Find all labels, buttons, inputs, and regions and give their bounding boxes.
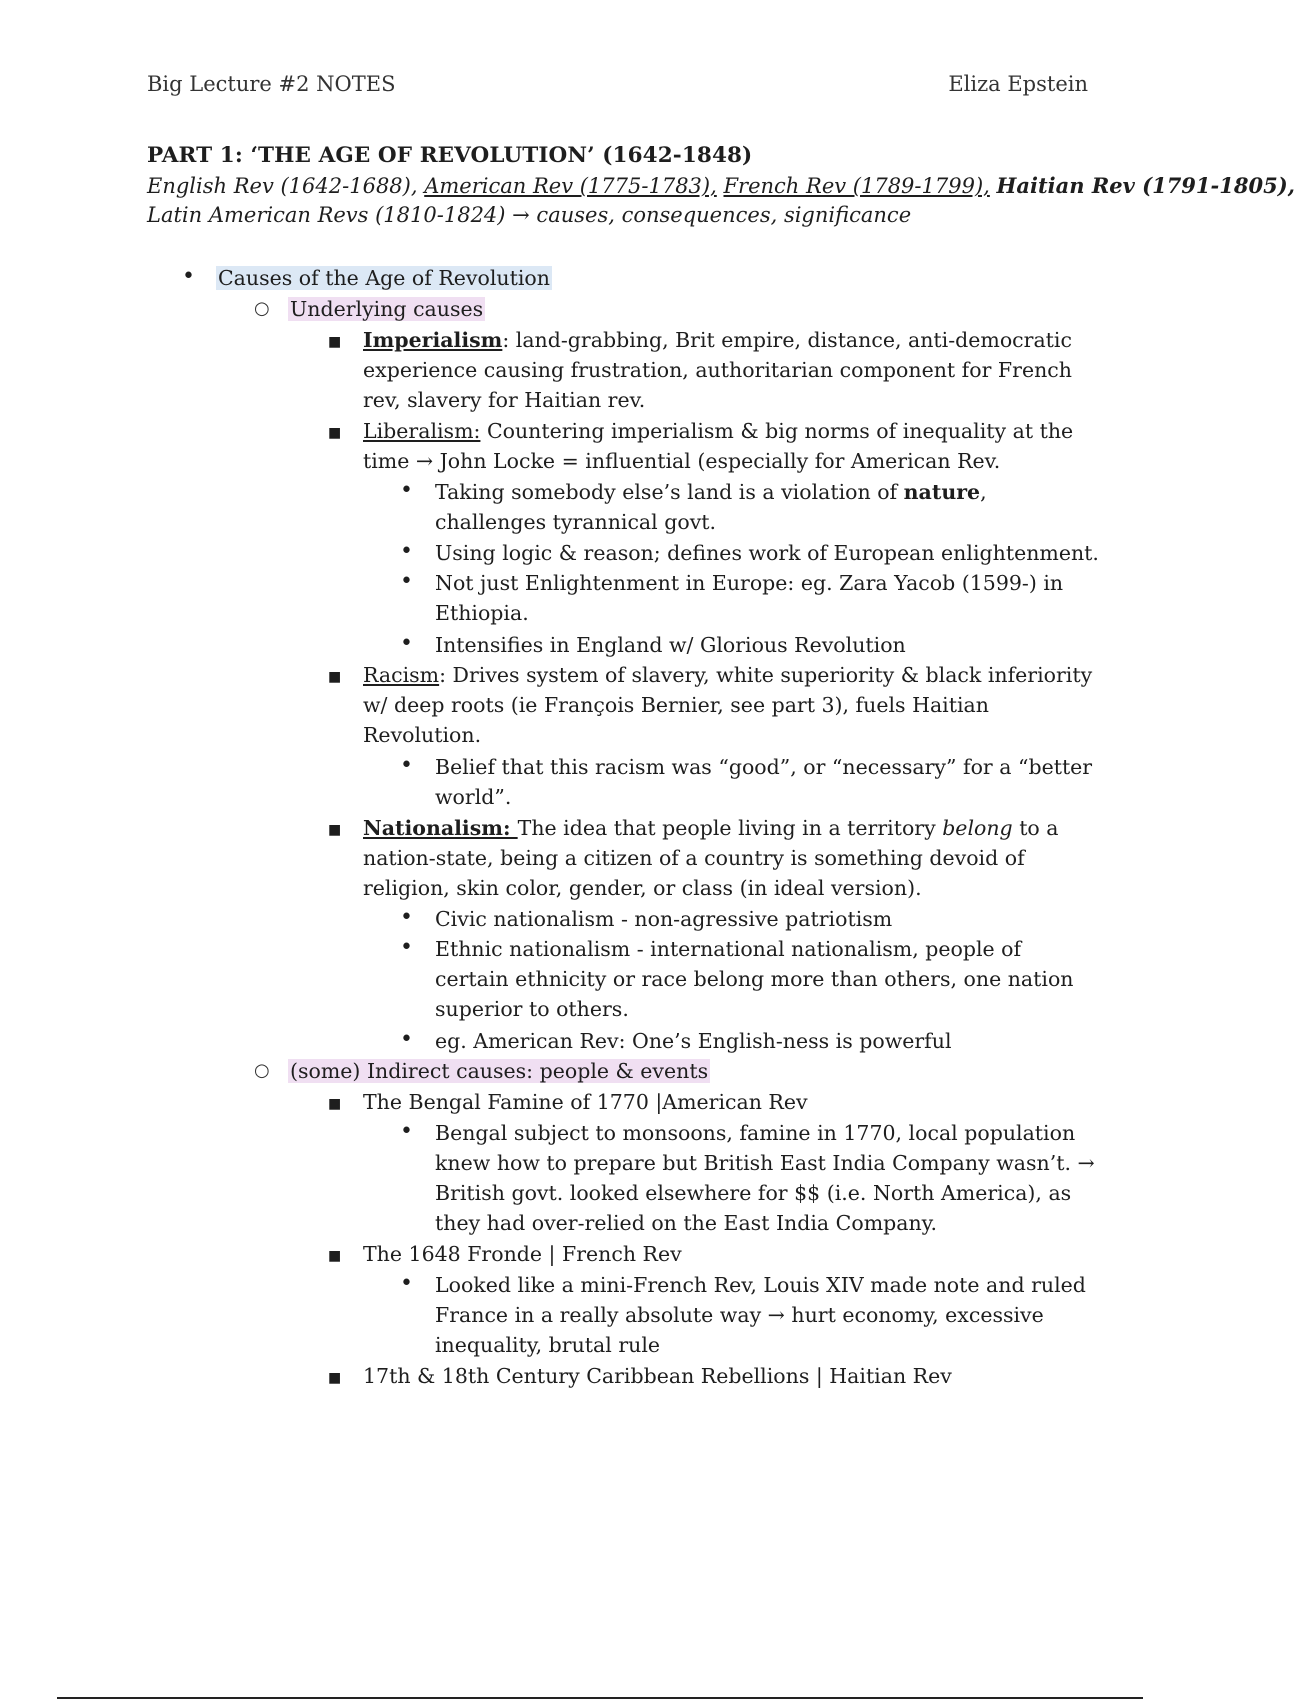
outline-causes-text: Causes of the Age of Revolution bbox=[218, 266, 550, 290]
outline-indirect-text: (some) Indirect causes: people & events bbox=[290, 1059, 709, 1083]
imperialism-term: Imperialism bbox=[363, 328, 503, 352]
bullet-square: ■ bbox=[328, 822, 342, 838]
bullet-square: ■ bbox=[328, 669, 342, 685]
fronde-sub1-line-2: France in a really absolute way → hurt economy, excessive bbox=[435, 1303, 1044, 1327]
liberalism-term: Liberalism: bbox=[363, 419, 481, 443]
subtitle-american: American Rev (1775-1783), bbox=[424, 174, 717, 198]
subtitle-haitian: Haitian Rev (1791-1805), bbox=[996, 173, 1295, 198]
racism-sub1-line-2: world”. bbox=[435, 785, 512, 809]
bullet-disc: • bbox=[400, 753, 413, 778]
racism-line-1: Racism: Drives system of slavery, white superiority & black inferiority bbox=[363, 663, 1093, 687]
subtitle-latin: Latin American Revs (1810-1824) → causes, consequences, significance bbox=[147, 203, 912, 227]
bullet-disc: • bbox=[400, 905, 413, 930]
liberalism-sub2: Using logic & reason; defines work of European enlightenment. bbox=[435, 541, 1099, 565]
subtitle-french: French Rev (1789-1799), bbox=[723, 174, 990, 198]
nationalism-sub2-line-2: certain ethnicity or race belong more than others, one nation bbox=[435, 967, 1074, 991]
bullet-disc: • bbox=[400, 1027, 413, 1052]
imperialism-line-3: rev, slavery for Haitian rev. bbox=[363, 388, 646, 412]
bullet-square: ■ bbox=[328, 425, 342, 441]
bullet-disc: • bbox=[182, 264, 195, 289]
bengal-sub1-line-2: knew how to prepare but British East India Company wasn’t. → bbox=[435, 1151, 1095, 1175]
racism-term: Racism bbox=[363, 663, 440, 687]
bullet-circle: ○ bbox=[254, 298, 270, 319]
fronde-sub1-line-3: inequality, brutal rule bbox=[435, 1333, 661, 1357]
fronde-sub1-line-1: Looked like a mini-French Rev, Louis XIV made note and ruled bbox=[435, 1273, 1086, 1297]
liberalism-sub1-line-1: Taking somebody else’s land is a violation of nature, bbox=[435, 480, 987, 504]
bullet-disc: • bbox=[400, 935, 413, 960]
outline-causes bbox=[216, 264, 552, 292]
bullet-disc: • bbox=[400, 1119, 413, 1144]
nationalism-sub2-line-1: Ethnic nationalism - international nationalism, people of bbox=[435, 937, 1022, 961]
liberalism-sub4: Intensifies in England w/ Glorious Revolution bbox=[435, 633, 906, 657]
nationalism-line-3: religion, skin color, gender, or class (in ideal version). bbox=[363, 876, 922, 900]
nationalism-line-1: Nationalism: The idea that people living in a territory belong to a bbox=[363, 816, 1059, 840]
nationalism-line-2: nation-state, being a citizen of a country is something devoid of bbox=[363, 846, 1025, 870]
bullet-disc: • bbox=[400, 631, 413, 656]
header-right: Eliza Epstein bbox=[948, 72, 1088, 96]
bottom-rule bbox=[57, 1697, 1143, 1699]
nationalism-term: Nationalism: bbox=[363, 816, 518, 840]
nationalism-sub1: Civic nationalism - non-agressive patriotism bbox=[435, 907, 893, 931]
bullet-disc: • bbox=[400, 1271, 413, 1296]
bullet-disc: • bbox=[400, 478, 413, 503]
liberalism-sub3-line-2: Ethiopia. bbox=[435, 601, 529, 625]
liberalism-line-2: time → John Locke = influential (especially for American Rev. bbox=[363, 449, 1001, 473]
bengal-title: The Bengal Famine of 1770 |American Rev bbox=[363, 1090, 808, 1114]
outline-underlying bbox=[288, 295, 485, 323]
liberalism-line-1: Liberalism: Countering imperialism & big norms of inequality at the bbox=[363, 419, 1074, 443]
bullet-square: ■ bbox=[328, 1248, 342, 1264]
bullet-disc: • bbox=[400, 569, 413, 594]
bullet-square: ■ bbox=[328, 334, 342, 350]
subtitle-line-2 bbox=[147, 203, 1092, 227]
page-title: PART 1: ‘THE AGE OF REVOLUTION’ (1642-1848) bbox=[147, 143, 753, 168]
bullet-square: ■ bbox=[328, 1370, 342, 1386]
outline-indirect bbox=[288, 1057, 710, 1085]
bengal-sub1-line-1: Bengal subject to monsoons, famine in 1770, local population bbox=[435, 1121, 1076, 1145]
bullet-disc: • bbox=[400, 539, 413, 564]
imperialism-line-1: Imperialism: land-grabbing, Brit empire, distance, anti-democratic bbox=[363, 328, 1072, 352]
racism-line-2: w/ deep roots (ie François Bernier, see part 3), fuels Haitian bbox=[363, 693, 989, 717]
nationalism-sub2-line-3: superior to others. bbox=[435, 997, 629, 1021]
liberalism-sub1-line-2: challenges tyrannical govt. bbox=[435, 510, 717, 534]
caribbean-title: 17th & 18th Century Caribbean Rebellions | Haitian Rev bbox=[363, 1364, 952, 1388]
outline-underlying-text: Underlying causes bbox=[290, 297, 484, 321]
header-left: Big Lecture #2 NOTES bbox=[147, 72, 396, 96]
nationalism-sub3: eg. American Rev: One’s English-ness is powerful bbox=[435, 1029, 952, 1053]
racism-line-3: Revolution. bbox=[363, 723, 482, 747]
imperialism-line-2: experience causing frustration, authoritarian component for French bbox=[363, 358, 1072, 382]
bengal-sub1-line-3: British govt. looked elsewhere for $$ (i.e. North America), as bbox=[435, 1181, 1072, 1205]
bullet-square: ■ bbox=[328, 1096, 342, 1112]
subtitle-line-1 bbox=[147, 173, 1295, 198]
fronde-title: The 1648 Fronde | French Rev bbox=[363, 1242, 682, 1266]
subtitle-english: English Rev (1642-1688), bbox=[147, 174, 418, 198]
bengal-sub1-line-4: they had over-relied on the East India Company. bbox=[435, 1211, 938, 1235]
bullet-circle: ○ bbox=[254, 1060, 270, 1081]
racism-sub1-line-1: Belief that this racism was “good”, or “necessary” for a “better bbox=[435, 755, 1093, 779]
liberalism-sub3-line-1: Not just Enlightenment in Europe: eg. Zara Yacob (1599-) in bbox=[435, 571, 1064, 595]
